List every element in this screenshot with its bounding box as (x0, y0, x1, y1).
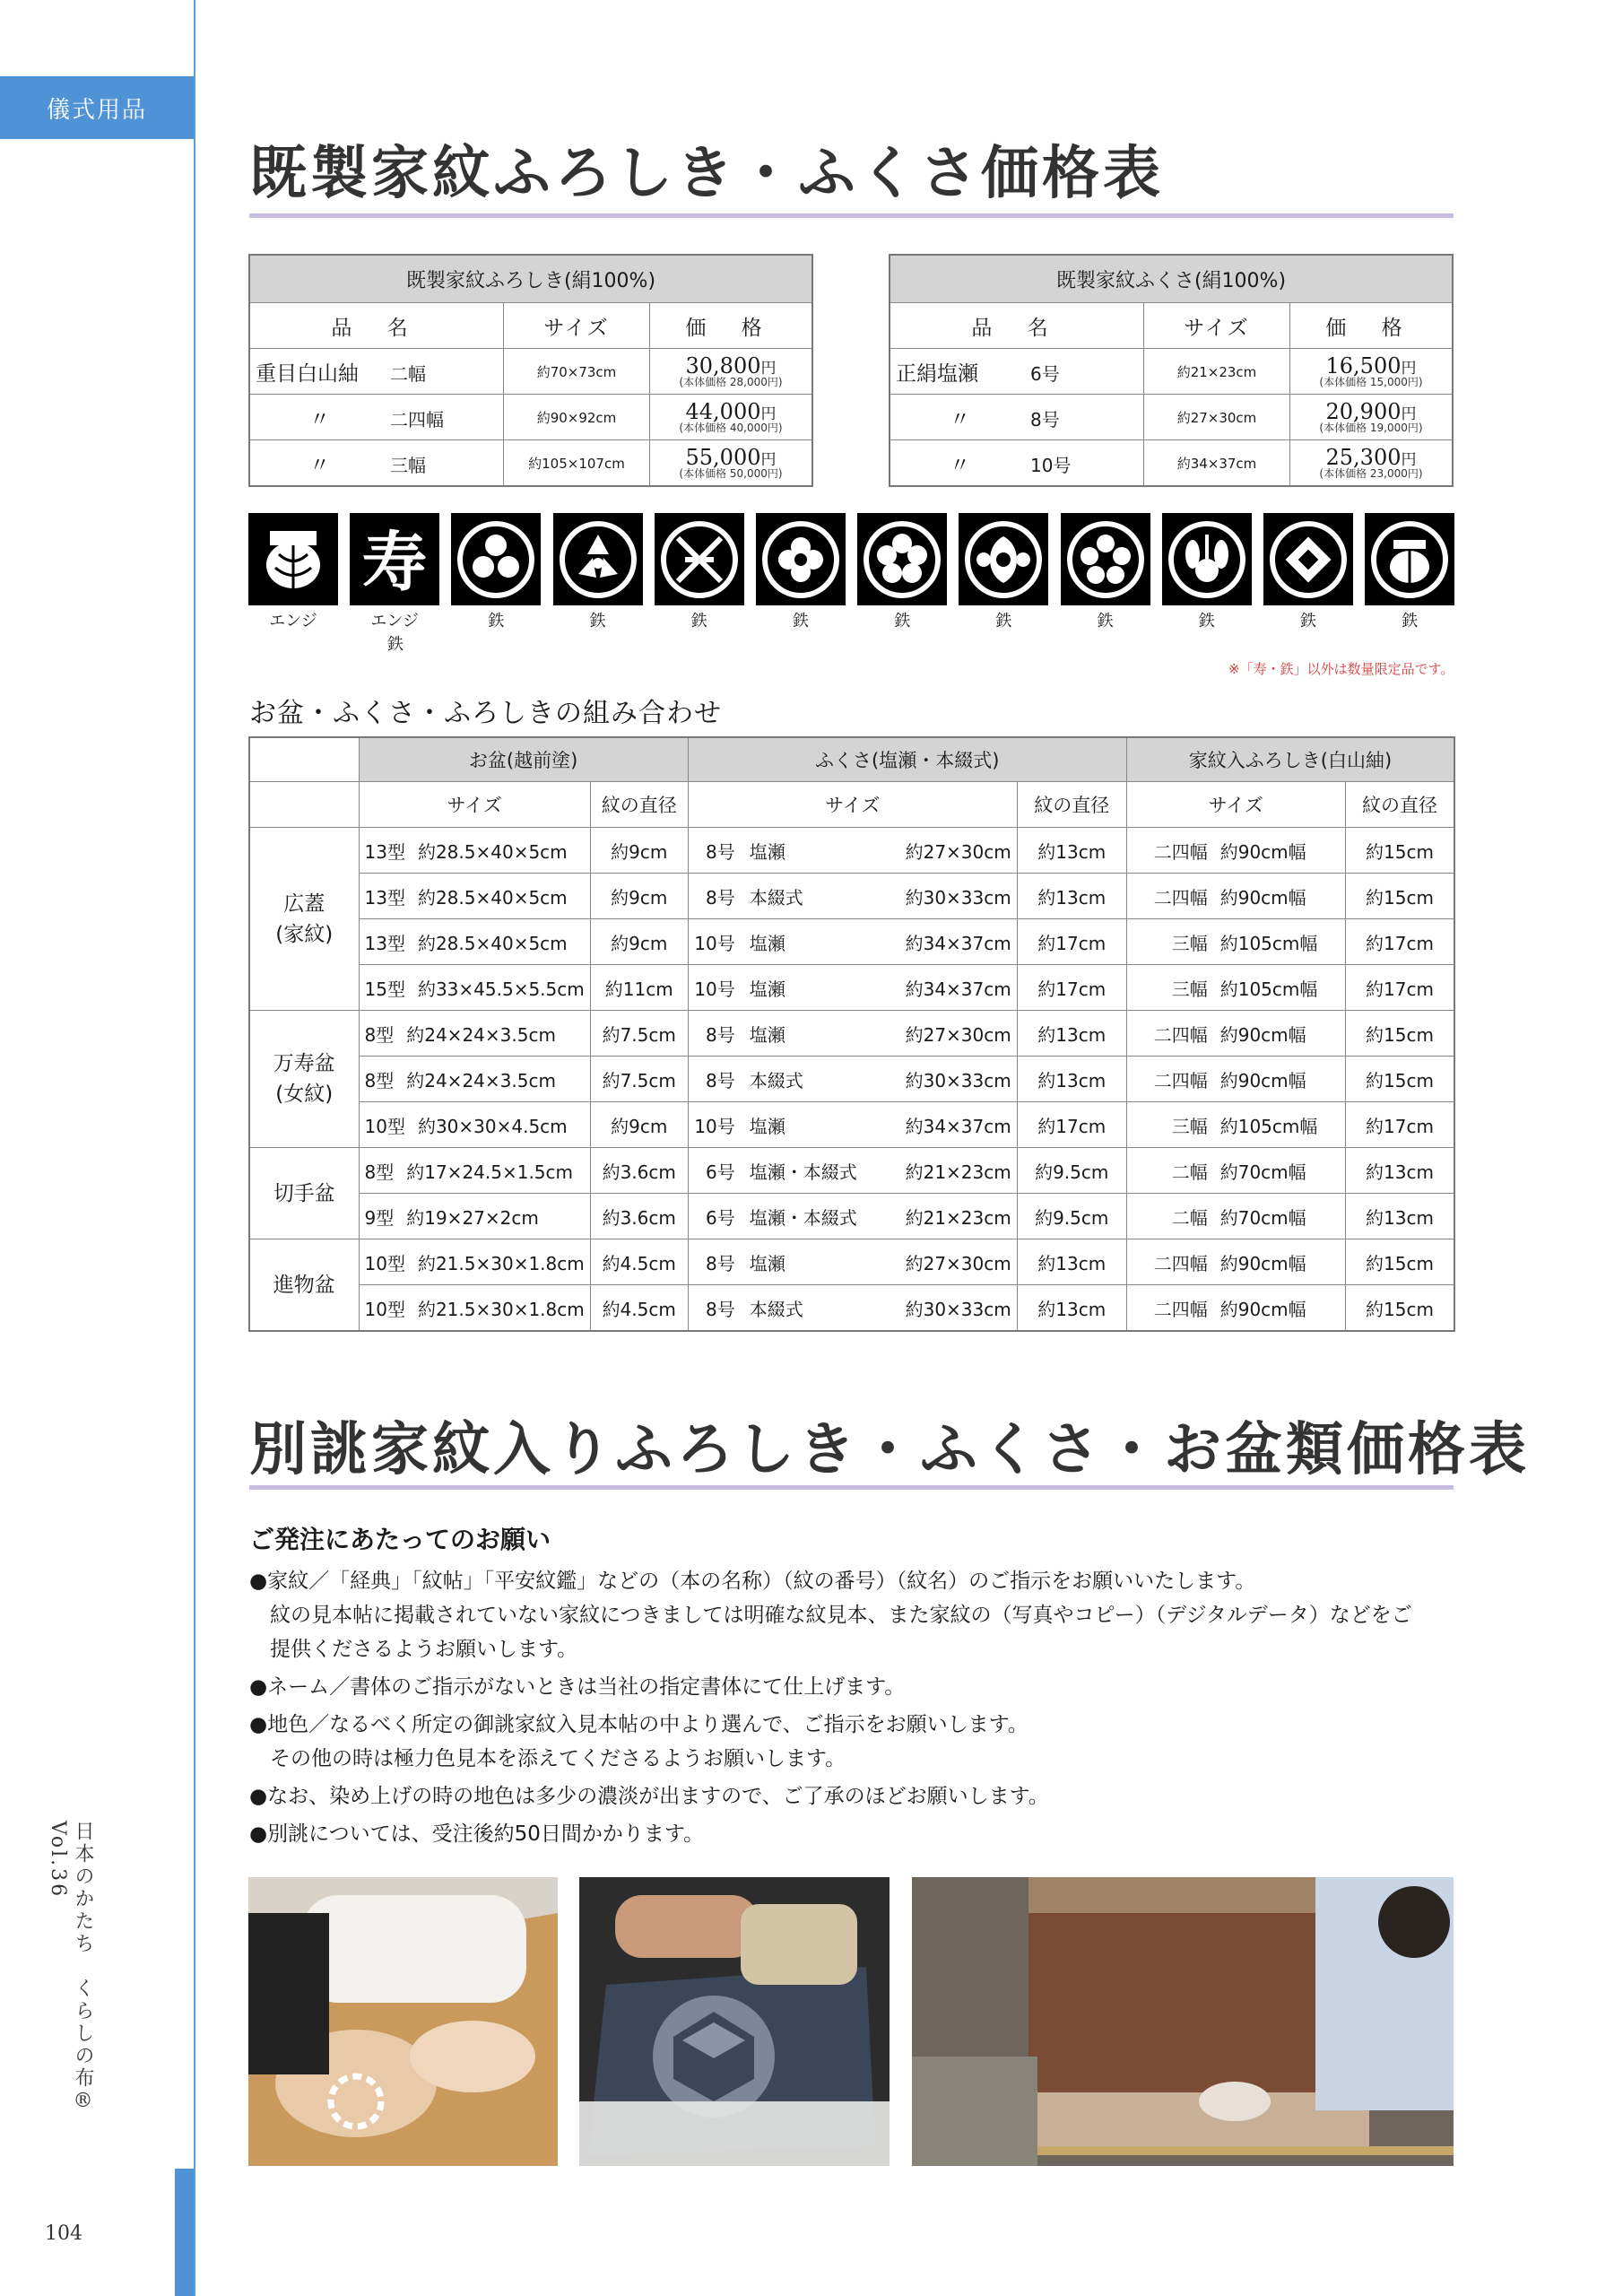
fukusa-crest-diameter: 約13cm (1017, 874, 1126, 919)
fukusa-material: 塩瀬 (749, 1115, 785, 1137)
tray-crest-diameter: 約7.5cm (590, 1011, 688, 1057)
item-variant: 8号 (1030, 408, 1060, 430)
kiri-crest-icon (248, 513, 338, 605)
item-name-cell (249, 440, 504, 487)
tray-type: 8型 (364, 1161, 395, 1183)
yen-unit: 円 (1401, 405, 1417, 423)
fukusa-dimensions: 約34×37cm (905, 1115, 1011, 1137)
tray-dimensions: 約24×24×3.5cm (406, 1069, 556, 1091)
furoshiki-width-name: 二四幅 (1153, 1252, 1208, 1274)
base-price: (本体価格 40,000円) (679, 422, 783, 434)
furoshiki-width-name: 二四幅 (1153, 840, 1208, 863)
furoshiki-size-cell (1126, 874, 1345, 919)
base-price: (本体価格 19,000円) (1319, 422, 1423, 434)
price-row (249, 440, 812, 487)
tray-size-cell (359, 828, 590, 874)
item-size: 約90×92cm (504, 395, 650, 440)
table-row (249, 1285, 1454, 1332)
fukusa-dimensions: 約27×30cm (905, 1252, 1011, 1274)
price-row (890, 395, 1453, 440)
table-caption: 既製家紋ふろしき(絹100%) (249, 255, 812, 303)
item-variant: 10号 (1030, 454, 1072, 476)
fukusa-dimensions: 約30×33cm (905, 1069, 1011, 1091)
combination-heading: お盆・ふくさ・ふろしきの組み合わせ (249, 698, 722, 729)
furoshiki-crest-diameter: 約15cm (1345, 1239, 1454, 1285)
yen-unit: 円 (760, 405, 777, 423)
crest-color-label: エンジ (269, 612, 317, 631)
tray-crest-diameter: 約4.5cm (590, 1239, 688, 1285)
furoshiki-width-name: 三幅 (1171, 1115, 1208, 1137)
fukusa-price-table (889, 254, 1454, 487)
fukusa-crest-diameter: 約17cm (1017, 919, 1126, 965)
furoshiki-size-cell (1126, 1057, 1345, 1102)
furoshiki-crest-diameter: 約15cm (1345, 828, 1454, 874)
furoshiki-price-table (248, 254, 813, 487)
tray-dimensions: 約24×24×3.5cm (406, 1023, 556, 1046)
order-request-line: ●なお、染め上げの時の地色は多少の濃淡が出ますので、ご了承のほどお願いします。 (249, 1785, 1049, 1808)
item-size: 約70×73cm (504, 349, 650, 395)
furoshiki-size-cell (1126, 1102, 1345, 1148)
fukusa-size-cell (688, 1148, 1017, 1194)
furoshiki-crest-diameter: 約17cm (1345, 1102, 1454, 1148)
item-name: 〃 (309, 407, 330, 431)
furoshiki-crest-diameter: 約15cm (1345, 1285, 1454, 1332)
sub-header-diameter: 紋の直径 (1017, 782, 1126, 828)
base-price: (本体価格 50,000円) (679, 467, 783, 480)
item-name-cell (249, 395, 504, 440)
photo-dyeing-process (912, 1877, 1454, 2166)
crest-color-label: 鉄 (589, 612, 606, 631)
crest-color-label: 鉄 (1300, 612, 1316, 631)
order-request-line: 提供くださるようお願いします。 (249, 1638, 578, 1661)
item-name: 重目白山紬 (256, 361, 359, 386)
col-header-size: サイズ (504, 303, 650, 349)
fukusa-number: 8号 (706, 886, 735, 909)
fukusa-dimensions: 約21×23cm (905, 1161, 1011, 1183)
table-row (249, 919, 1454, 965)
order-request-line: 紋の見本帖に掲載されていない家紋につきましては明確な紋見本、また家紋の（写真やコピー）（デジタルデータ）などをご (249, 1604, 1412, 1627)
ume-bachi-crest-icon (1061, 513, 1150, 605)
col-header-price: 価 格 (1290, 303, 1454, 349)
furoshiki-width-name: 二四幅 (1153, 1069, 1208, 1091)
item-size: 約34×37cm (1144, 440, 1290, 487)
kikyo-crest-icon (756, 513, 846, 605)
fukusa-dimensions: 約34×37cm (905, 978, 1011, 1000)
sub-header-size: サイズ (1126, 782, 1345, 828)
sub-header-diameter: 紋の直径 (590, 782, 688, 828)
table-row (249, 1102, 1454, 1148)
catalog-name-vertical: 日本のかたち くらしの布® Vol.36 (47, 1821, 94, 2115)
group-header-fukusa: ふくさ(塩瀬・本綴式) (688, 737, 1126, 782)
base-price: (本体価格 15,000円) (1319, 376, 1423, 388)
katabami-crest-icon (451, 513, 541, 605)
furoshiki-width: 約70cm幅 (1219, 1206, 1306, 1229)
fukusa-material: 塩瀬 (749, 978, 785, 1000)
fukusa-dimensions: 約34×37cm (905, 932, 1011, 954)
table-row (249, 1194, 1454, 1239)
crest-label-secondary: 鉄 (387, 635, 404, 654)
item-price: 25,300 (1325, 445, 1402, 470)
fukusa-size-cell (688, 1102, 1017, 1148)
furoshiki-width: 約90cm幅 (1219, 840, 1306, 863)
fukusa-number: 8号 (706, 840, 735, 863)
tray-size-cell (359, 1102, 590, 1148)
table-row (249, 1148, 1454, 1194)
order-request-heading: ご発注にあたってのお願い (249, 1525, 551, 1554)
item-variant: 三幅 (390, 454, 426, 476)
fukusa-size-cell (688, 1239, 1017, 1285)
yen-unit: 円 (1401, 451, 1417, 469)
furoshiki-crest-diameter: 約17cm (1345, 965, 1454, 1011)
tray-type: 8型 (364, 1069, 395, 1091)
fukusa-crest-diameter: 約17cm (1017, 965, 1126, 1011)
sub-header-size: サイズ (359, 782, 590, 828)
furoshiki-size-cell (1126, 1011, 1345, 1057)
tray-dimensions: 約21.5×30×1.8cm (417, 1252, 585, 1274)
col-header-size: サイズ (1144, 303, 1290, 349)
tray-dimensions: 約28.5×40×5cm (417, 840, 568, 863)
furoshiki-width: 約90cm幅 (1219, 1298, 1306, 1320)
limited-note: ※「寿・鉄」以外は数量限定品です。 (1228, 661, 1454, 677)
fukusa-crest-diameter: 約9.5cm (1017, 1148, 1126, 1194)
tray-size-cell (359, 1148, 590, 1194)
tray-crest-diameter: 約4.5cm (590, 1285, 688, 1332)
fukusa-dimensions: 約21×23cm (905, 1206, 1011, 1229)
furoshiki-crest-diameter: 約13cm (1345, 1148, 1454, 1194)
fukusa-material: 本綴式 (749, 1298, 803, 1320)
price-row (890, 349, 1453, 395)
furoshiki-size-cell (1126, 1194, 1345, 1239)
tray-size-cell (359, 919, 590, 965)
tray-type: 13型 (364, 840, 405, 863)
item-price-cell (1290, 395, 1454, 440)
title-rule (249, 1485, 1454, 1490)
item-price: 16,500 (1325, 353, 1402, 378)
tray-size-cell (359, 1194, 590, 1239)
page-number: 104 (45, 2222, 82, 2245)
tray-dimensions: 約28.5×40×5cm (417, 932, 568, 954)
furoshiki-width-name: 二幅 (1171, 1161, 1208, 1183)
tray-size-cell (359, 1057, 590, 1102)
furoshiki-crest-diameter: 約15cm (1345, 874, 1454, 919)
fukusa-number: 8号 (706, 1069, 735, 1091)
fukusa-number: 10号 (694, 978, 735, 1000)
tray-type: 9型 (364, 1206, 395, 1229)
sub-header-diameter: 紋の直径 (1345, 782, 1454, 828)
item-name-cell (890, 395, 1144, 440)
tray-size-cell (359, 965, 590, 1011)
furoshiki-size-cell (1126, 1239, 1345, 1285)
tray-crest-diameter: 約3.6cm (590, 1194, 688, 1239)
tray-crest-diameter: 約9cm (590, 919, 688, 965)
tray-dimensions: 約21.5×30×1.8cm (417, 1298, 585, 1320)
group-header-tray: お盆(越前塗) (359, 737, 688, 782)
furoshiki-width: 約70cm幅 (1219, 1161, 1306, 1183)
fukusa-crest-diameter: 約13cm (1017, 1057, 1126, 1102)
furoshiki-crest-diameter: 約13cm (1345, 1194, 1454, 1239)
col-header-name: 品 名 (249, 303, 504, 349)
furoshiki-width-name: 三幅 (1171, 978, 1208, 1000)
yen-unit: 円 (1401, 360, 1417, 378)
crest-color-label: 鉄 (690, 612, 707, 631)
item-price-cell (650, 440, 813, 487)
table-row (249, 1057, 1454, 1102)
col-header-price: 価 格 (650, 303, 813, 349)
item-price-cell (650, 395, 813, 440)
furoshiki-size-cell (1126, 828, 1345, 874)
item-name-cell (249, 349, 504, 395)
fukusa-material: 塩瀬・本綴式 (749, 1161, 857, 1183)
fukusa-size-cell (688, 874, 1017, 919)
furoshiki-width-name: 二四幅 (1153, 886, 1208, 909)
crest-color-label: 鉄 (1198, 612, 1215, 631)
item-name: 正絹塩瀬 (896, 361, 978, 386)
item-price-cell (1290, 349, 1454, 395)
crest-color-label: 鉄 (995, 612, 1012, 631)
crest-color-label: 鉄 (793, 612, 809, 631)
fukusa-number: 10号 (694, 932, 735, 954)
item-name: 〃 (950, 407, 970, 431)
tray-type: 10型 (364, 1115, 405, 1137)
tray-size-cell (359, 1239, 590, 1285)
kiri-ring-crest-icon (1365, 513, 1454, 605)
fukusa-size-cell (688, 1194, 1017, 1239)
category-cell: 万寿盆 (女紋) (249, 1011, 359, 1148)
item-name: 〃 (309, 453, 330, 477)
furoshiki-size-cell (1126, 1148, 1345, 1194)
furoshiki-width: 約90cm幅 (1219, 1069, 1306, 1091)
rail-accent-bar (175, 2169, 194, 2296)
col-header-name: 品 名 (890, 303, 1144, 349)
item-variant: 6号 (1030, 362, 1060, 385)
table-row (249, 965, 1454, 1011)
item-size: 約105×107cm (504, 440, 650, 487)
fukusa-crest-diameter: 約13cm (1017, 828, 1126, 874)
fukusa-crest-diameter: 約13cm (1017, 1239, 1126, 1285)
hishi-crest-icon (1263, 513, 1353, 605)
tray-type: 13型 (364, 886, 405, 909)
tray-type: 10型 (364, 1252, 405, 1274)
base-price: (本体価格 23,000円) (1319, 467, 1423, 480)
furoshiki-width: 約90cm幅 (1219, 886, 1306, 909)
yen-unit: 円 (760, 360, 777, 378)
item-price: 44,000 (685, 399, 761, 424)
table-row (249, 874, 1454, 919)
furoshiki-width-name: 二四幅 (1153, 1023, 1208, 1046)
crest-color-label: エンジ (370, 612, 419, 631)
order-request-line: ●地色／なるべく所定の御誂家紋入見本帖の中より選んで、ご指示をお願いします。 (249, 1713, 1028, 1736)
tray-crest-diameter: 約7.5cm (590, 1057, 688, 1102)
fukusa-size-cell (688, 1011, 1017, 1057)
fukusa-material: 塩瀬 (749, 1023, 785, 1046)
tray-crest-diameter: 約9cm (590, 1102, 688, 1148)
base-price: (本体価格 28,000円) (679, 376, 783, 388)
tray-size-cell (359, 1285, 590, 1332)
fukusa-crest-diameter: 約13cm (1017, 1011, 1126, 1057)
tray-dimensions: 約19×27×2cm (406, 1206, 539, 1229)
takanoha-crest-icon (655, 513, 744, 605)
item-variant: 二四幅 (390, 408, 444, 430)
ume-crest-icon (857, 513, 947, 605)
svg-text:寿: 寿 (362, 523, 428, 600)
order-request-line: その他の時は極力色見本を添えてくださるようお願いします。 (249, 1747, 846, 1770)
fukusa-dimensions: 約27×30cm (905, 1023, 1011, 1046)
fukusa-number: 8号 (706, 1023, 735, 1046)
fukusa-material: 塩瀬・本綴式 (749, 1206, 857, 1229)
price-row (249, 395, 812, 440)
furoshiki-width: 約105cm幅 (1219, 978, 1318, 1000)
item-price-cell (650, 349, 813, 395)
mitsuba-crest-icon (553, 513, 643, 605)
tachibana-crest-icon (1162, 513, 1252, 605)
crest-color-label: 鉄 (488, 612, 505, 631)
photo-stencil-cutting (248, 1877, 558, 2166)
corner-cell (249, 782, 359, 828)
item-name-cell (890, 440, 1144, 487)
furoshiki-width-name: 三幅 (1171, 932, 1208, 954)
title-rule (249, 213, 1454, 218)
page-title-custom-order: 別誂家紋入りふろしき・ふくさ・お盆類価格表 (249, 1416, 1530, 1483)
fukusa-number: 8号 (706, 1298, 735, 1320)
fukusa-size-cell (688, 1285, 1017, 1332)
price-row (249, 349, 812, 395)
fukusa-material: 塩瀬 (749, 932, 785, 954)
table-row (249, 1239, 1454, 1285)
furoshiki-size-cell (1126, 919, 1345, 965)
mokko-crest-icon (959, 513, 1048, 605)
fukusa-material: 本綴式 (749, 1069, 803, 1091)
group-header-furoshiki: 家紋入ふろしき(白山紬) (1126, 737, 1454, 782)
category-cell: 切手盆 (249, 1148, 359, 1239)
order-request-line: ●ネーム／書体のご指示がないときは当社の指定書体にて仕上げます。 (249, 1675, 906, 1699)
fukusa-number: 6号 (706, 1161, 735, 1183)
tray-type: 8型 (364, 1023, 395, 1046)
fukusa-crest-diameter: 約13cm (1017, 1285, 1126, 1332)
kotobuki-crest-icon (350, 513, 439, 605)
category-cell: 広蓋 (家紋) (249, 828, 359, 1011)
tray-dimensions: 約17×24.5×1.5cm (406, 1161, 574, 1183)
fukusa-size-cell (688, 965, 1017, 1011)
tray-crest-diameter: 約9cm (590, 828, 688, 874)
fukusa-dimensions: 約30×33cm (905, 886, 1011, 909)
tray-type: 13型 (364, 932, 405, 954)
tray-crest-diameter: 約11cm (590, 965, 688, 1011)
fukusa-size-cell (688, 828, 1017, 874)
item-name-cell (890, 349, 1144, 395)
table-caption: 既製家紋ふくさ(絹100%) (890, 255, 1453, 303)
furoshiki-crest-diameter: 約17cm (1345, 919, 1454, 965)
furoshiki-width: 約90cm幅 (1219, 1252, 1306, 1274)
tray-crest-diameter: 約3.6cm (590, 1148, 688, 1194)
order-request-line: ●別誂については、受注後約50日間かかります。 (249, 1822, 705, 1846)
item-price-cell (1290, 440, 1454, 487)
page-title-ready-made: 既製家紋ふろしき・ふくさ価格表 (249, 140, 1164, 207)
fukusa-size-cell (688, 1057, 1017, 1102)
furoshiki-crest-diameter: 約15cm (1345, 1011, 1454, 1057)
furoshiki-width-name: 二幅 (1171, 1206, 1208, 1229)
fukusa-material: 塩瀬 (749, 1252, 785, 1274)
yen-unit: 円 (760, 451, 777, 469)
furoshiki-width: 約105cm幅 (1219, 932, 1318, 954)
item-price: 30,800 (685, 353, 761, 378)
order-request-line: ●家紋／「経典」「紋帖」「平安紋鑑」などの（本の名称）（紋の番号）（紋名）のご指示をお願いいたします。 (249, 1570, 1256, 1593)
combination-table (248, 736, 1455, 1332)
crest-color-label: 鉄 (1402, 612, 1419, 631)
furoshiki-width: 約90cm幅 (1219, 1023, 1306, 1046)
tray-dimensions: 約30×30×4.5cm (417, 1115, 568, 1137)
fukusa-number: 6号 (706, 1206, 735, 1229)
item-variant: 二幅 (390, 362, 426, 385)
sub-header-size: サイズ (688, 782, 1017, 828)
price-row (890, 440, 1453, 487)
tray-crest-diameter: 約9cm (590, 874, 688, 919)
fukusa-crest-diameter: 約9.5cm (1017, 1194, 1126, 1239)
tray-type: 15型 (364, 978, 405, 1000)
item-name: 〃 (950, 453, 970, 477)
fukusa-number: 8号 (706, 1252, 735, 1274)
category-cell: 進物盆 (249, 1239, 359, 1332)
photo-screen-printing (579, 1877, 890, 2166)
corner-cell (249, 737, 359, 782)
item-price: 55,000 (685, 445, 761, 470)
tray-size-cell (359, 1011, 590, 1057)
tray-dimensions: 約33×45.5×5.5cm (417, 978, 585, 1000)
fukusa-dimensions: 約27×30cm (905, 840, 1011, 863)
fukusa-number: 10号 (694, 1115, 735, 1137)
item-size: 約27×30cm (1144, 395, 1290, 440)
table-row (249, 1011, 1454, 1057)
fukusa-material: 本綴式 (749, 886, 803, 909)
furoshiki-crest-diameter: 約15cm (1345, 1057, 1454, 1102)
furoshiki-width-name: 二四幅 (1153, 1298, 1208, 1320)
fukusa-size-cell (688, 919, 1017, 965)
furoshiki-width: 約105cm幅 (1219, 1115, 1318, 1137)
fukusa-dimensions: 約30×33cm (905, 1298, 1011, 1320)
item-price: 20,900 (1325, 399, 1402, 424)
fukusa-crest-diameter: 約17cm (1017, 1102, 1126, 1148)
furoshiki-size-cell (1126, 1285, 1345, 1332)
table-row (249, 828, 1454, 874)
tray-size-cell (359, 874, 590, 919)
fukusa-material: 塩瀬 (749, 840, 785, 863)
item-size: 約21×23cm (1144, 349, 1290, 395)
crest-color-label: 鉄 (1097, 612, 1114, 631)
tray-type: 10型 (364, 1298, 405, 1320)
crest-color-label: 鉄 (894, 612, 911, 631)
furoshiki-size-cell (1126, 965, 1345, 1011)
tray-dimensions: 約28.5×40×5cm (417, 886, 568, 909)
category-tab[interactable]: 儀式用品 (0, 76, 194, 139)
